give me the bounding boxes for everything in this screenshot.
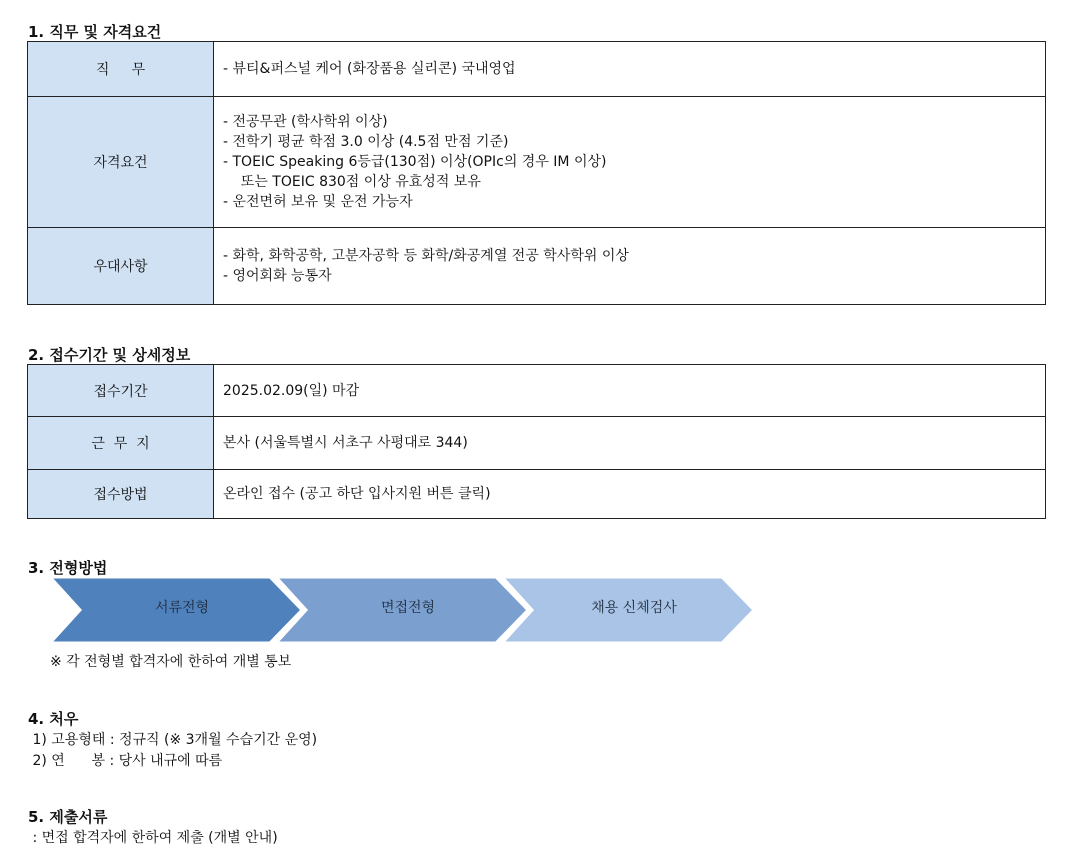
- job-value: - 뷰티&퍼스널 케어 (화장품용 실리콘) 국내영업: [214, 42, 1046, 97]
- application-info-table: [27, 364, 1046, 519]
- job-label: 직 무: [28, 42, 214, 97]
- section-title-application: 2. 접수기간 및 상세정보: [28, 346, 191, 364]
- qualification-line: - 운전면허 보유 및 운전 가능자: [223, 194, 413, 210]
- qualification-label: 자격요건: [28, 97, 214, 228]
- period-label: 접수기간: [28, 365, 214, 417]
- qualification-line: - 전공무관 (학사학위 이상): [223, 114, 388, 130]
- section-title-job: 1. 직무 및 자격요건: [28, 23, 162, 41]
- period-value: 2025.02.09(일) 마감: [214, 365, 1046, 417]
- method-label: 접수방법: [28, 470, 214, 519]
- qualification-line: 또는 TOEIC 830점 이상 유효성적 보유: [223, 174, 481, 190]
- section-title-process: 3. 전형방법: [28, 559, 108, 577]
- step-2-label: 면접전형: [380, 600, 436, 616]
- salary: 2) 연 봉 : 당사 내규에 따름: [28, 753, 223, 769]
- method-value: 온라인 접수 (공고 하단 입사지원 버튼 클릭): [214, 470, 1046, 519]
- step-1-label: 서류전형: [154, 600, 210, 616]
- qualification-line: - TOEIC Speaking 6등급(130점) 이상(OPIc의 경우 IM 이상): [223, 154, 607, 170]
- location-value: 본사 (서울특별시 서초구 사평대로 344): [214, 417, 1046, 470]
- process-note: ※ 각 전형별 합격자에 한하여 개별 통보: [50, 654, 292, 670]
- preference-line: - 영어회화 능통자: [223, 268, 332, 284]
- qualification-value: [214, 97, 1046, 228]
- process-flow: [50, 577, 760, 643]
- preference-line: - 화학, 화학공학, 고분자공학 등 화학/화공계열 전공 학사학위 이상: [223, 248, 629, 264]
- employment-type: 1) 고용형태 : 정규직 (※ 3개월 수습기간 운영): [28, 732, 318, 748]
- preference-value: [214, 228, 1046, 305]
- section-title-treatment: 4. 처우: [28, 710, 79, 728]
- preference-label: 우대사항: [28, 228, 214, 305]
- section-title-documents: 5. 제출서류: [28, 808, 108, 826]
- step-3-label: 채용 신체검사: [591, 600, 677, 616]
- qualification-line: - 전학기 평균 학점 3.0 이상 (4.5점 만점 기준): [223, 134, 509, 150]
- job-qualification-table: [27, 41, 1046, 305]
- documents-note: : 면접 합격자에 한하여 제출 (개별 안내): [28, 830, 278, 846]
- location-label: 근 무 지: [28, 417, 214, 470]
